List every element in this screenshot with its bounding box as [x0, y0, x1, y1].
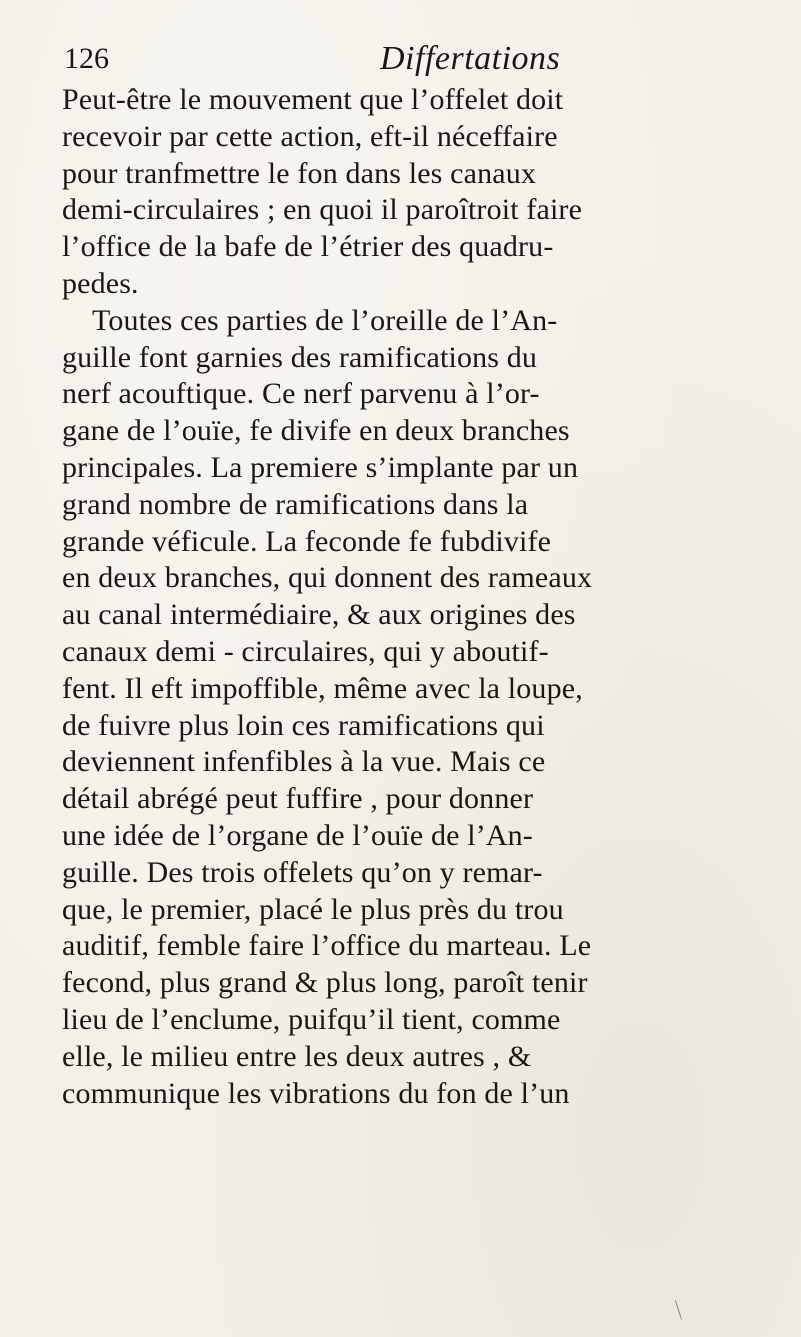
body-text — [62, 82, 797, 1112]
text-line: demi-circulaires ; en quoi il paroîtroit faire — [62, 193, 583, 227]
text-line: pour tranfmettre le fon dans les canaux — [62, 156, 536, 190]
text-line: pedes. — [62, 266, 139, 300]
text-line: au canal intermédiaire, & aux origines des — [62, 598, 576, 632]
paragraph-start-line: Toutes ces parties de l’oreille de l’An- — [92, 303, 558, 337]
text-line: grand nombre de ramifications dans la — [62, 487, 529, 521]
text-line: l’office de la bafe de l’étrier des quadru- — [62, 230, 554, 264]
running-title: Differtations — [380, 40, 561, 77]
text-line: deviennent infenfibles à la vue. Mais ce — [62, 745, 546, 779]
running-head — [64, 34, 764, 84]
text-line: grande véficule. La feconde fe fubdivife — [62, 524, 552, 558]
text-line: que, le premier, placé le plus près du trou — [62, 892, 564, 926]
text-line: de fuivre plus loin ces ramifications qui — [62, 708, 545, 742]
text-line: en deux branches, qui donnent des rameaux — [62, 561, 593, 595]
text-line: lieu de l’enclume, puifqu’il tient, comme — [62, 1002, 561, 1036]
text-line: détail abrégé peut fuffire , pour donner — [62, 782, 534, 816]
text-line: guille font garnies des ramifications du — [62, 340, 538, 374]
text-line: principales. La premiere s’implante par un — [62, 450, 579, 484]
text-line: nerf acouftique. Ce nerf parvenu à l’or- — [62, 377, 540, 411]
text-line: une idée de l’organe de l’ouïe de l’An- — [62, 818, 533, 852]
text-line: gane de l’ouïe, fe divife en deux branches — [62, 414, 570, 448]
text-line: communique les vibrations du fon de l’un — [62, 1076, 570, 1110]
page-number: 126 — [64, 42, 109, 75]
text-line: guille. Des trois offelets qu’on y remar- — [62, 855, 543, 889]
text-line: fecond, plus grand & plus long, paroît tenir — [62, 966, 588, 1000]
text-line: elle, le milieu entre les deux autres , & — [62, 1039, 532, 1073]
text-line: fent. Il eft impoffible, même avec la loupe, — [62, 671, 583, 705]
text-line: auditif, femble faire l’office du marteau. Le — [62, 929, 592, 963]
text-line: canaux demi - circulaires, qui y aboutif- — [62, 634, 549, 668]
text-line: recevoir par cette action, eft-il néceffaire — [62, 119, 558, 153]
text-line: Peut-être le mouvement que l’offelet doit — [62, 83, 564, 116]
paper-mark — [675, 1300, 682, 1319]
